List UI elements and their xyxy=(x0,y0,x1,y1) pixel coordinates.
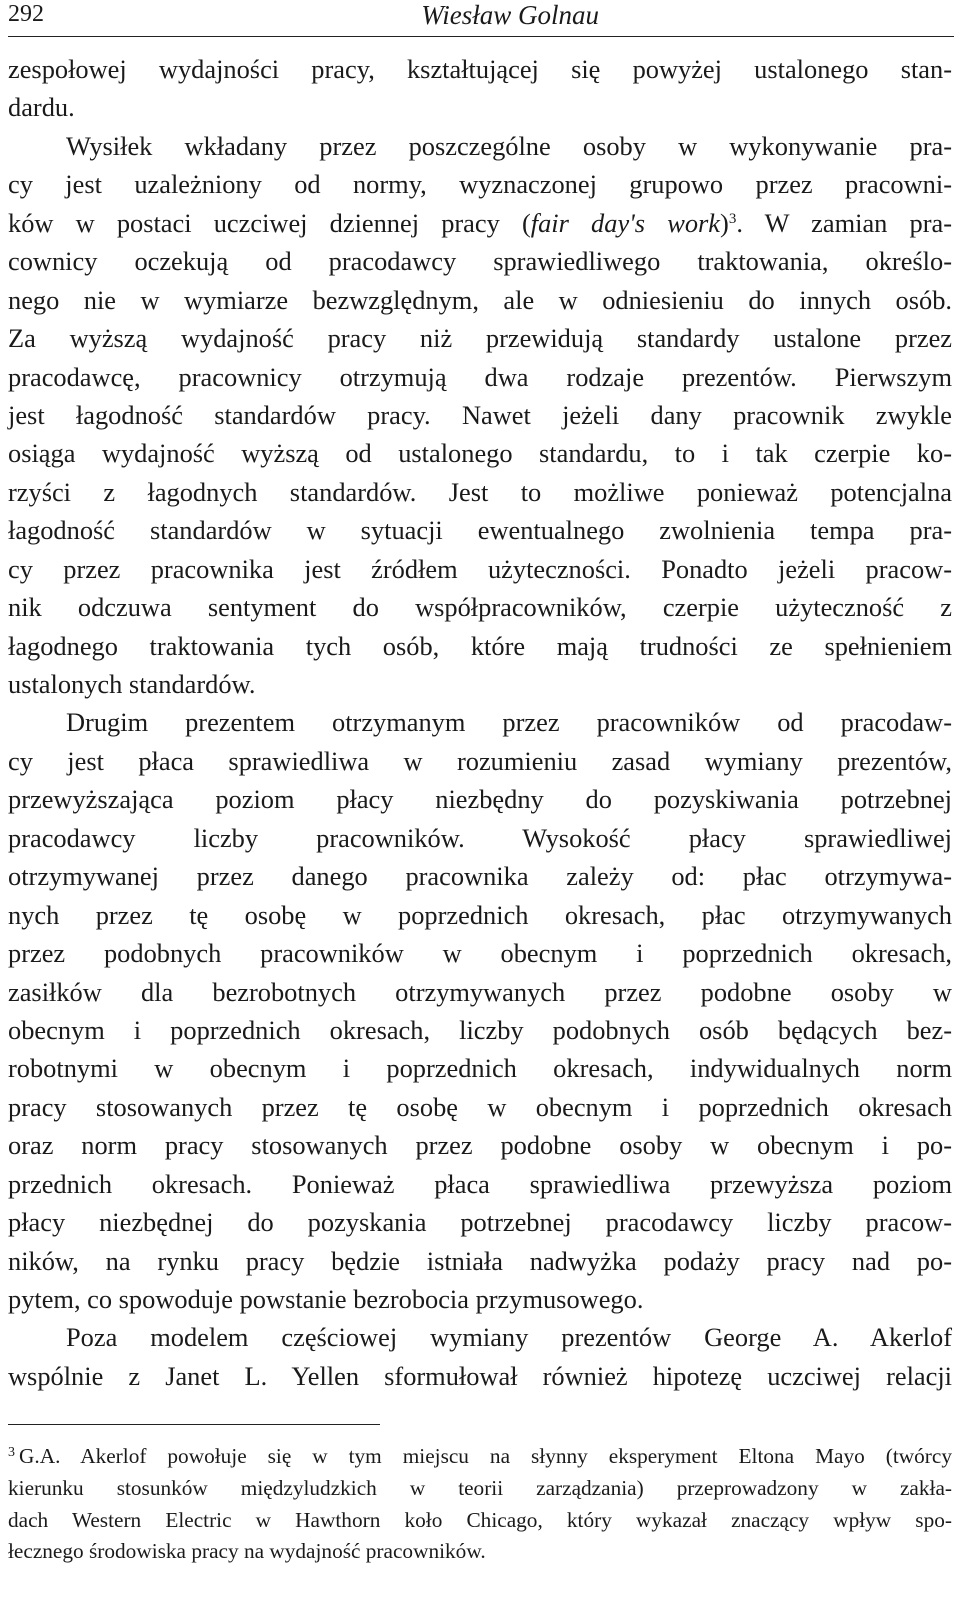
text-line: obecnym i poprzednich okresach, liczby podobnych osób będących bez- xyxy=(8,1014,952,1045)
text-line: pracy stosowanych przez tę osobę w obecnym i poprzednich okresach xyxy=(8,1091,952,1122)
text-segment: ków w postaci uczciwej dziennej pracy ( xyxy=(8,207,531,238)
text-line: nych przez tę osobę w poprzednich okresach, płac otrzymywanych xyxy=(8,899,952,930)
page-number: 292 xyxy=(8,1,44,27)
footnote-divider xyxy=(8,1424,380,1425)
text-line: pracodawcy liczby pracowników. Wysokość płacy sprawiedliwej xyxy=(8,822,952,853)
text-line: łagodność standardów w sytuacji ewentualnego zwolnienia tempa pra- xyxy=(8,515,952,546)
text-line: Poza modelem częściowej wymiany prezentów George A. Akerlof xyxy=(66,1322,952,1353)
text-line: oraz norm pracy stosowanych przez podobne osoby w obecnym i po- xyxy=(8,1130,952,1161)
footnotes xyxy=(8,1441,952,1568)
footnote-reference: 3 xyxy=(728,210,737,227)
footnote-line: kierunku stosunków międzyludzkich w teorii zarządzania) przeprowadzony w zakła- xyxy=(8,1475,952,1500)
text-line: nego nie w wymiarze bezwzględnym, ale w odniesieniu do innych osób. xyxy=(8,284,952,315)
text-line: cownicy oczekują od pracodawcy sprawiedliwego traktowania, określo- xyxy=(8,246,952,277)
body-text xyxy=(8,50,952,1395)
text-line: płacy niezbędnej do pozyskania potrzebnej pracodawcy liczby pracow- xyxy=(8,1207,952,1238)
text-line: pracodawcę, pracownicy otrzymują dwa rodzaje prezentów. Pierwszym xyxy=(8,361,952,392)
text-line: wspólnie z Janet L. Yellen sformułował również hipotezę uczciwej relacji xyxy=(8,1360,952,1391)
text-line: ustalonych standardów. xyxy=(8,669,256,699)
text-line: jest łagodność standardów pracy. Nawet jeżeli dany pracownik zwykle xyxy=(8,399,952,430)
text-line: cy jest uzależniony od normy, wyznaczonej grupowo przez pracowni- xyxy=(8,169,952,200)
text-line: cy przez pracownika jest źródłem użyteczności. Ponadto jeżeli pracow- xyxy=(8,553,952,584)
text-line: pytem, co spowoduje powstanie bezrobocia przymusowego. xyxy=(8,1284,644,1314)
text-line: otrzymywanej przez danego pracownika zależy od: płac otrzymywa- xyxy=(8,861,952,892)
text-line: ników, na rynku pracy będzie istniała nadwyżka podaży pracy nad po- xyxy=(8,1245,952,1276)
text-line: Drugim prezentem otrzymanym przez pracowników od pracodaw- xyxy=(66,707,952,738)
text-line: rzyści z łagodnych standardów. Jest to możliwe ponieważ potencjalna xyxy=(8,476,952,507)
text-line: dardu. xyxy=(8,92,75,123)
text-line: przewyższająca poziom płacy niezbędny do pozyskiwania potrzebnej xyxy=(8,784,952,815)
footnote-line xyxy=(8,1441,952,1473)
text-line: robotnymi w obecnym i poprzednich okresach, indywidualnych norm xyxy=(8,1053,952,1084)
text-line-with-footnote xyxy=(8,204,952,242)
footnote-text: G.A. Akerlof powołuje się w tym miejscu na słynny eksperyment Eltona Mayo (twórcy xyxy=(19,1444,952,1468)
text-line: łagodnego traktowania tych osób, które mają trudności ze spełnieniem xyxy=(8,630,952,661)
text-segment: ) xyxy=(720,207,729,238)
footnote-line: dach Western Electric w Hawthorn koło Chicago, który wykazał znaczący wpływ spo- xyxy=(8,1507,952,1532)
footnote-marker: 3 xyxy=(8,1445,15,1460)
text-line: osiąga wydajność wyższą od ustalonego standardu, to i tak czerpie ko- xyxy=(8,438,952,469)
text-line: przednich okresach. Ponieważ płaca sprawiedliwa przewyższa poziom xyxy=(8,1168,952,1199)
text-line: przez podobnych pracowników w obecnym i poprzednich okresach, xyxy=(8,938,952,969)
text-line: Za wyższą wydajność pracy niż przewidują standardy ustalone przez xyxy=(8,323,952,354)
text-line: nik odczuwa sentyment do współpracowników, czerpie użyteczność z xyxy=(8,592,952,623)
text-segment: . W zamian pra- xyxy=(736,207,953,238)
running-head: Wiesław Golnau xyxy=(421,0,599,30)
text-line: cy jest płaca sprawiedliwa w rozumieniu zasad wymiany prezentów, xyxy=(8,745,952,776)
italic-phrase: fair day's work xyxy=(530,207,721,238)
text-line: Wysiłek wkładany przez poszczególne osoby w wykonywanie pra- xyxy=(66,130,952,161)
text-line: zasiłków dla bezrobotnych otrzymywanych przez podobne osoby w xyxy=(8,976,952,1007)
footnote-line: łecznego środowiska pracy na wydajność pracowników. xyxy=(8,1539,486,1564)
page-header xyxy=(8,0,954,37)
text-line: zespołowej wydajności pracy, kształtującej się powyżej ustalonego stan- xyxy=(8,54,952,84)
